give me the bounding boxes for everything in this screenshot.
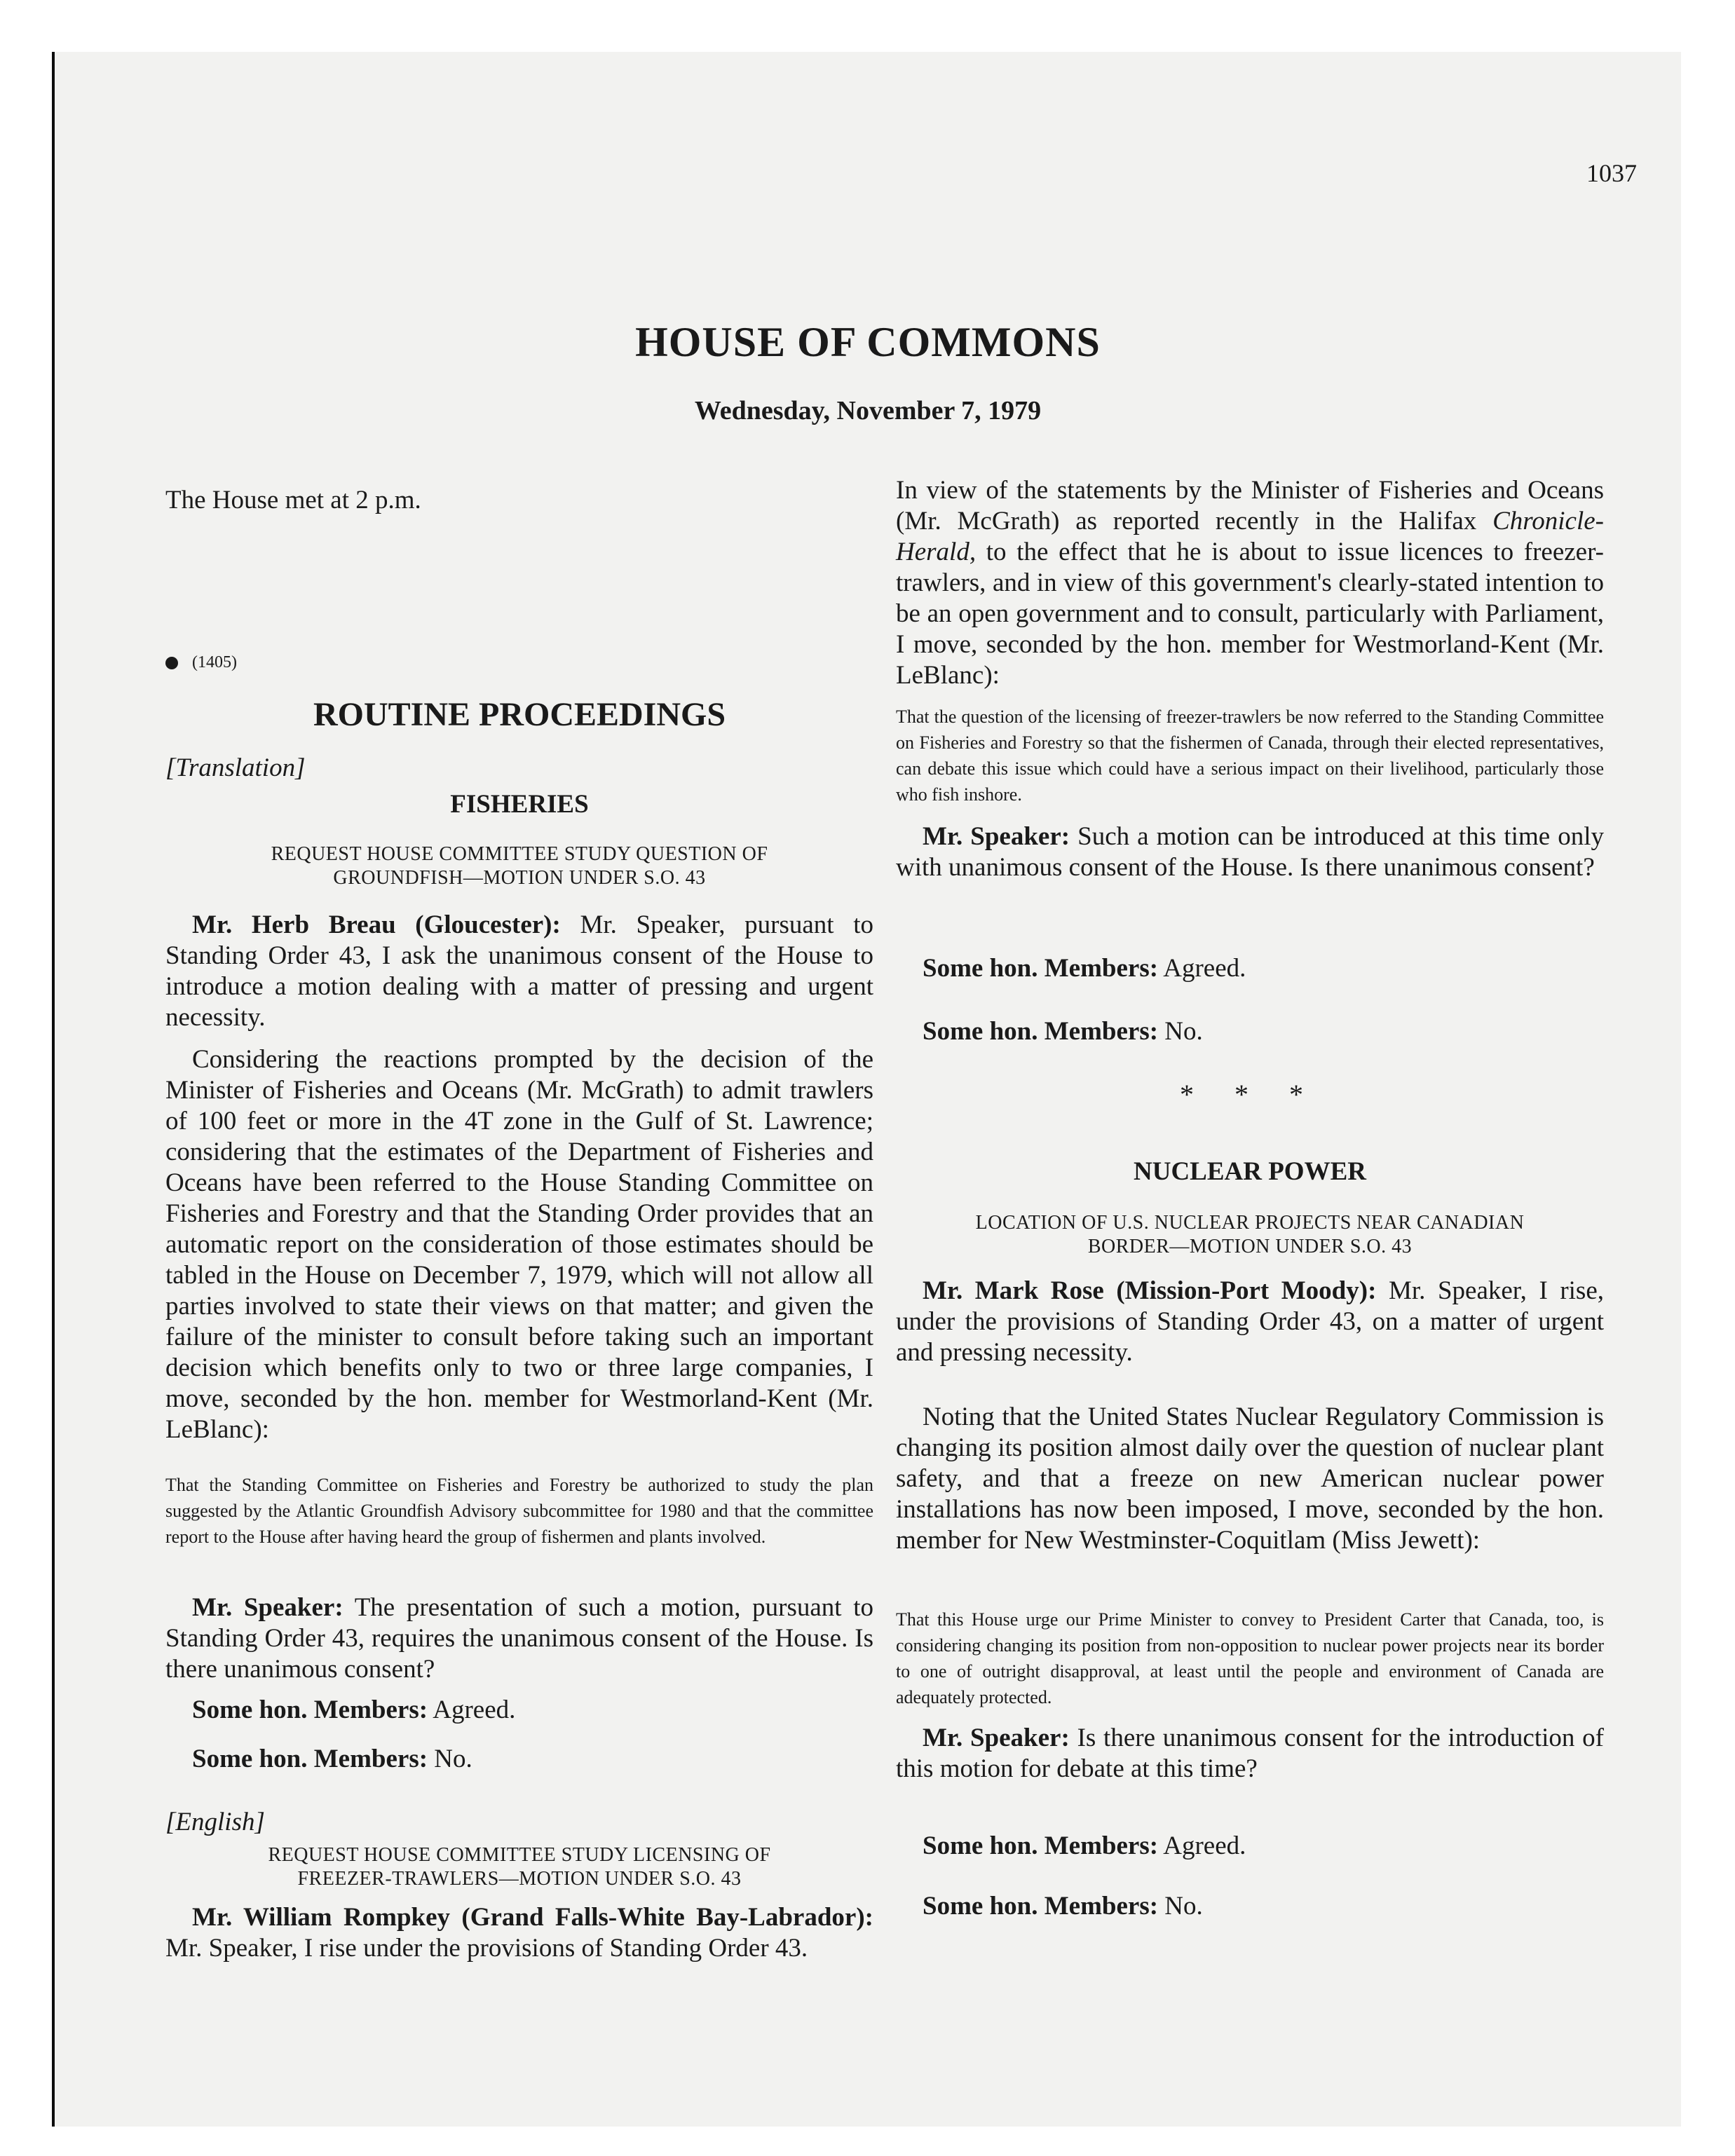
speaker-ruling-3: Mr. Speaker: Is there unanimous consent for the introduction of this motion for debate at this time? <box>896 1724 1604 1783</box>
hansard-page <box>55 52 1681 2127</box>
caption-freezer-trawlers: REQUEST HOUSE COMMITTEE STUDY LICENSING OF FREEZER-TRAWLERS—MOTION UNDER S.O. 43 <box>268 1844 771 1890</box>
motion-nuclear: That this House urge our Prime Minister to convey to President Carter that Canada, too, is considering changing its position from non-opposition to nuclear power projects near its border to one of outright disapproval, at least until the people and environment of Canada are adequately protected. <box>896 1609 1604 1707</box>
section-title: ROUTINE PROCEEDINGS <box>313 696 726 733</box>
speaker-name: Mr. Mark Rose (Mission-Port Moody): <box>923 1276 1377 1305</box>
speaker-ruling-1: Mr. Speaker: The presentation of such a motion, pursuant to Standing Order 43, requires the unanimous consent of the House. Is there unanimous consent? <box>165 1593 873 1684</box>
bullet-icon <box>165 657 178 669</box>
members-agreed-1: Some hon. Members: Agreed. <box>192 1696 516 1724</box>
speaker-ruling-2: Mr. Speaker: Such a motion can be introduced at this time only with unanimous consent of the House. Is there unanimous consent? <box>896 822 1604 882</box>
caption-nuclear: LOCATION OF U.S. NUCLEAR PROJECTS NEAR CANADIAN BORDER—MOTION UNDER S.O. 43 <box>975 1212 1525 1257</box>
motion-freezer-trawlers: That the question of the licensing of freezer-trawlers be now referred to the Standing Committee on Fisheries and Forestry so that the fishermen of Canada, through their elected representatives, can debate this issue which could have a serious impact on their livelihood, particularly those who fish inshore. <box>896 707 1604 805</box>
speaker-name: Mr. William Rompkey (Grand Falls-White Bay-Labrador): <box>192 1903 873 1932</box>
members-agreed-2: Some hon. Members: Agreed. <box>923 954 1246 983</box>
motion-groundfish: That the Standing Committee on Fisheries and Forestry be authorized to study the plan suggested by the Atlantic Groundfish Advisory subcommittee for 1980 and that the committee report to the House after having heard the group of fishermen and plants involved. <box>165 1475 873 1547</box>
rose-intervention: Mr. Mark Rose (Mission-Port Moody): Mr. Speaker, I rise, under the provisions of Standing Order 43, on a matter of urgent and pressing necessity. <box>896 1276 1605 1367</box>
members-no-1: Some hon. Members: No. <box>192 1745 472 1773</box>
opening-line: The House met at 2 p.m. <box>165 486 421 514</box>
speaker-name: Mr. Herb Breau (Gloucester): <box>192 910 561 939</box>
nuclear-heading: NUCLEAR POWER <box>1134 1157 1366 1186</box>
rompkey-intervention: Mr. William Rompkey (Grand Falls-White Bay-Labrador): Mr. Speaker, I rise under the provisions of Standing Order 43. <box>165 1903 873 1963</box>
rompkey-motion-preamble: In view of the statements by the Minister of Fisheries and Oceans (Mr. McGrath) as reported recently in the Halifax Chronicle-Herald, to the effect that he is about to issue licences to freezer-trawlers, and in view of this government's clearly-stated intention to be an open government and to consult, particularly with Parliament, I move, seconded by the hon. member for Westmorland-Kent (Mr. LeBlanc): <box>896 476 1605 690</box>
members-no-3: Some hon. Members: No. <box>923 1892 1203 1920</box>
fisheries-heading: FISHERIES <box>450 790 589 819</box>
page-number: 1037 <box>1586 159 1637 187</box>
time-marker: (1405) <box>165 653 873 672</box>
caption-groundfish: REQUEST HOUSE COMMITTEE STUDY QUESTION OF GROUNDFISH—MOTION UNDER S.O. 43 <box>271 843 768 889</box>
members-no-2: Some hon. Members: No. <box>923 1017 1203 1046</box>
translation-tag: [Translation] <box>165 753 306 782</box>
members-agreed-3: Some hon. Members: Agreed. <box>923 1831 1246 1860</box>
sitting-date: Wednesday, November 7, 1979 <box>694 396 1042 425</box>
breau-motion-preamble: Considering the reactions prompted by the decision of the Minister of Fisheries and Oceans (Mr. McGrath) to admit trawlers of 100 feet or more in the 4T zone in the Gulf of St. Lawrence; considering that the estimates of the Department of Fisheries and Oceans have been referred to the House Standing Committee on Fisheries and Forestry and that the Standing Order provides that an automatic report on the consideration of those estimates should be tabled in the House on December 7, 1979, which will not allow all parties involved to state their views on that matter; and given the failure of the minister to consult before taking such an important decision which benefits only to two or three large companies, I move, seconded by the hon. member for Westmorland-Kent (Mr. LeBlanc): <box>165 1045 873 1444</box>
rose-motion-preamble: Noting that the United States Nuclear Regulatory Commission is changing its position almost daily over the question of nuclear plant safety, and that a freeze on new American nuclear power installations has now been imposed, I move, seconded by the hon. member for New Westminster-Coquitlam (Miss Jewett): <box>896 1403 1604 1555</box>
english-tag: [English] <box>165 1808 265 1836</box>
breau-intervention: Mr. Herb Breau (Gloucester): Mr. Speaker, pursuant to Standing Order 43, I ask the unanimous consent of the House to introduce a motion dealing with a matter of pressing and urgent necessity. <box>165 910 873 1032</box>
section-separator: * * * <box>1180 1079 1320 1110</box>
page-title: HOUSE OF COMMONS <box>635 319 1101 365</box>
